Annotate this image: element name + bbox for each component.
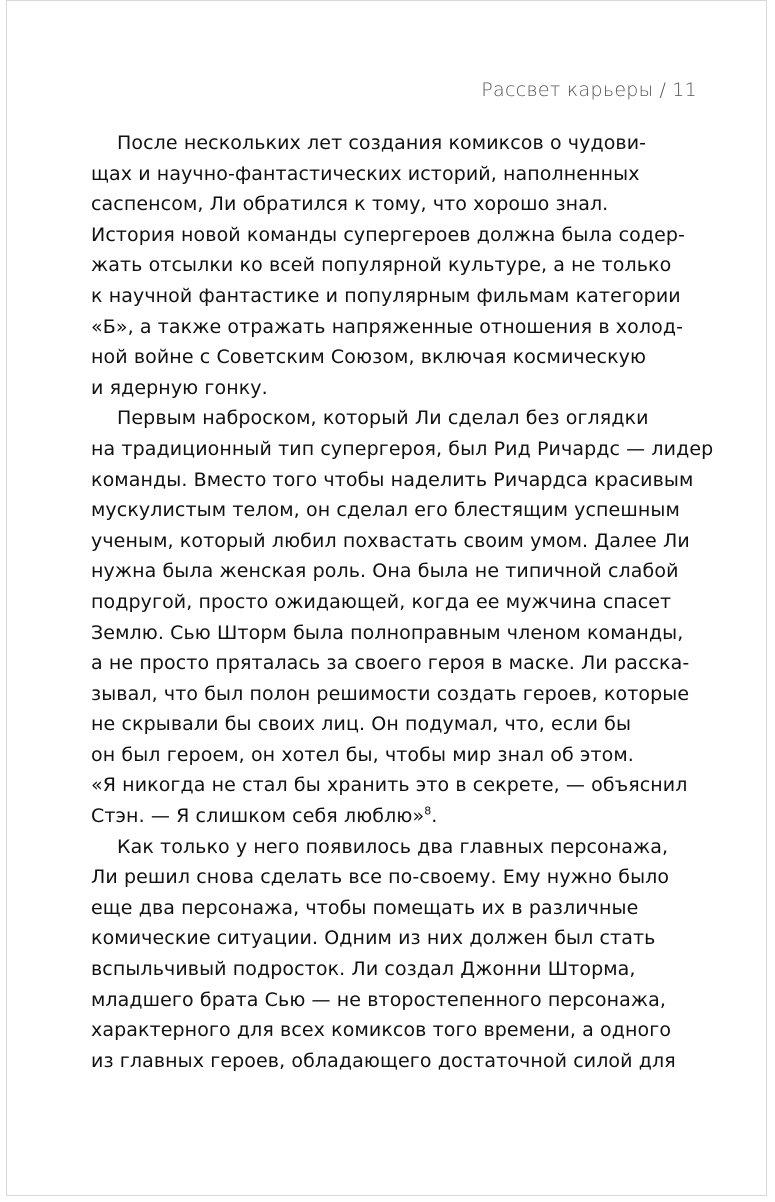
chapter-title: Рассвет карьеры xyxy=(481,79,654,101)
text-line: История новой команды супергероев должна была содер- xyxy=(91,223,685,246)
text-line: Первым наброском, который Ли сделал без оглядки xyxy=(117,407,649,430)
text-line: к научной фантастике и популярным фильмам категории xyxy=(91,284,681,307)
text-line: и ядерную гонку. xyxy=(91,376,268,399)
text-line: «Я никогда не стал бы хранить это в секрете, — объяснил xyxy=(91,774,688,797)
text-line: комические ситуации. Одним из них должен был стать xyxy=(91,927,656,950)
text-line: Ли решил снова сделать все по-своему. Ему нужно было xyxy=(91,866,670,889)
text-line: Землю. Сью Шторм была полноправным членом команды, xyxy=(91,621,684,644)
text-line: на традиционный тип супергероя, был Рид Ричардс — лидер xyxy=(91,437,714,460)
text-line: ученым, который любил похвастать своим умом. Далее Ли xyxy=(91,529,690,552)
text-line: он был героем, он хотел бы, чтобы мир знал об этом. xyxy=(91,743,634,766)
text-line: ной войне с Советским Союзом, включая космическую xyxy=(91,346,647,369)
text-line: жать отсылки ко всей популярной культуре, а не только xyxy=(91,254,672,277)
text-line: Стэн. — Я слишком себя люблю»$^8$. xyxy=(91,804,438,828)
running-header xyxy=(481,79,697,101)
text-line: щах и научно-фантастических историй, наполненных xyxy=(91,162,640,185)
text-line: характерного для всех комиксов того времени, а одного xyxy=(91,1019,672,1042)
header-separator: / xyxy=(659,79,667,101)
text-line: саспенсом, Ли обратился к тому, что хорошо знал. xyxy=(91,193,609,216)
text-line: «Б», а также отражать напряженные отношения в холод- xyxy=(91,315,684,338)
text-line: После нескольких лет создания комиксов о чудови- xyxy=(117,132,647,154)
text-line-content: Стэн. — Я слишком себя люблю» xyxy=(91,805,425,828)
text-line: подругой, просто ожидающей, когда ее мужчина спасет xyxy=(91,590,672,613)
text-line: младшего брата Сью — не второстепенного персонажа, xyxy=(91,988,666,1011)
text-line: из главных героев, обладающего достаточной силой для xyxy=(91,1049,676,1072)
text-line: мускулистым телом, он сделал его блестящим успешным xyxy=(91,499,680,522)
page-number: 11 xyxy=(672,79,697,101)
text-line: а не просто пряталась за своего героя в маске. Ли расска- xyxy=(91,652,690,675)
text-line: команды. Вместо того чтобы наделить Ричардса красивым xyxy=(91,468,694,491)
footnote-marker: 8 xyxy=(424,804,432,818)
text-line: Как только у него появилось два главных персонажа, xyxy=(117,835,669,858)
text-line: не скрывали бы своих лиц. Он подумал, что, если бы xyxy=(91,713,632,736)
text-line: нужна была женская роль. Она была не типичной слабой xyxy=(91,560,679,583)
text-line: еще два персонажа, чтобы помещать их в различные xyxy=(91,896,639,919)
text-line: вспыльчивый подросток. Ли создал Джонни Шторма, xyxy=(91,958,636,981)
text-line: зывал, что был полон решимости создать героев, которые xyxy=(91,682,690,705)
body-text xyxy=(91,128,714,1076)
